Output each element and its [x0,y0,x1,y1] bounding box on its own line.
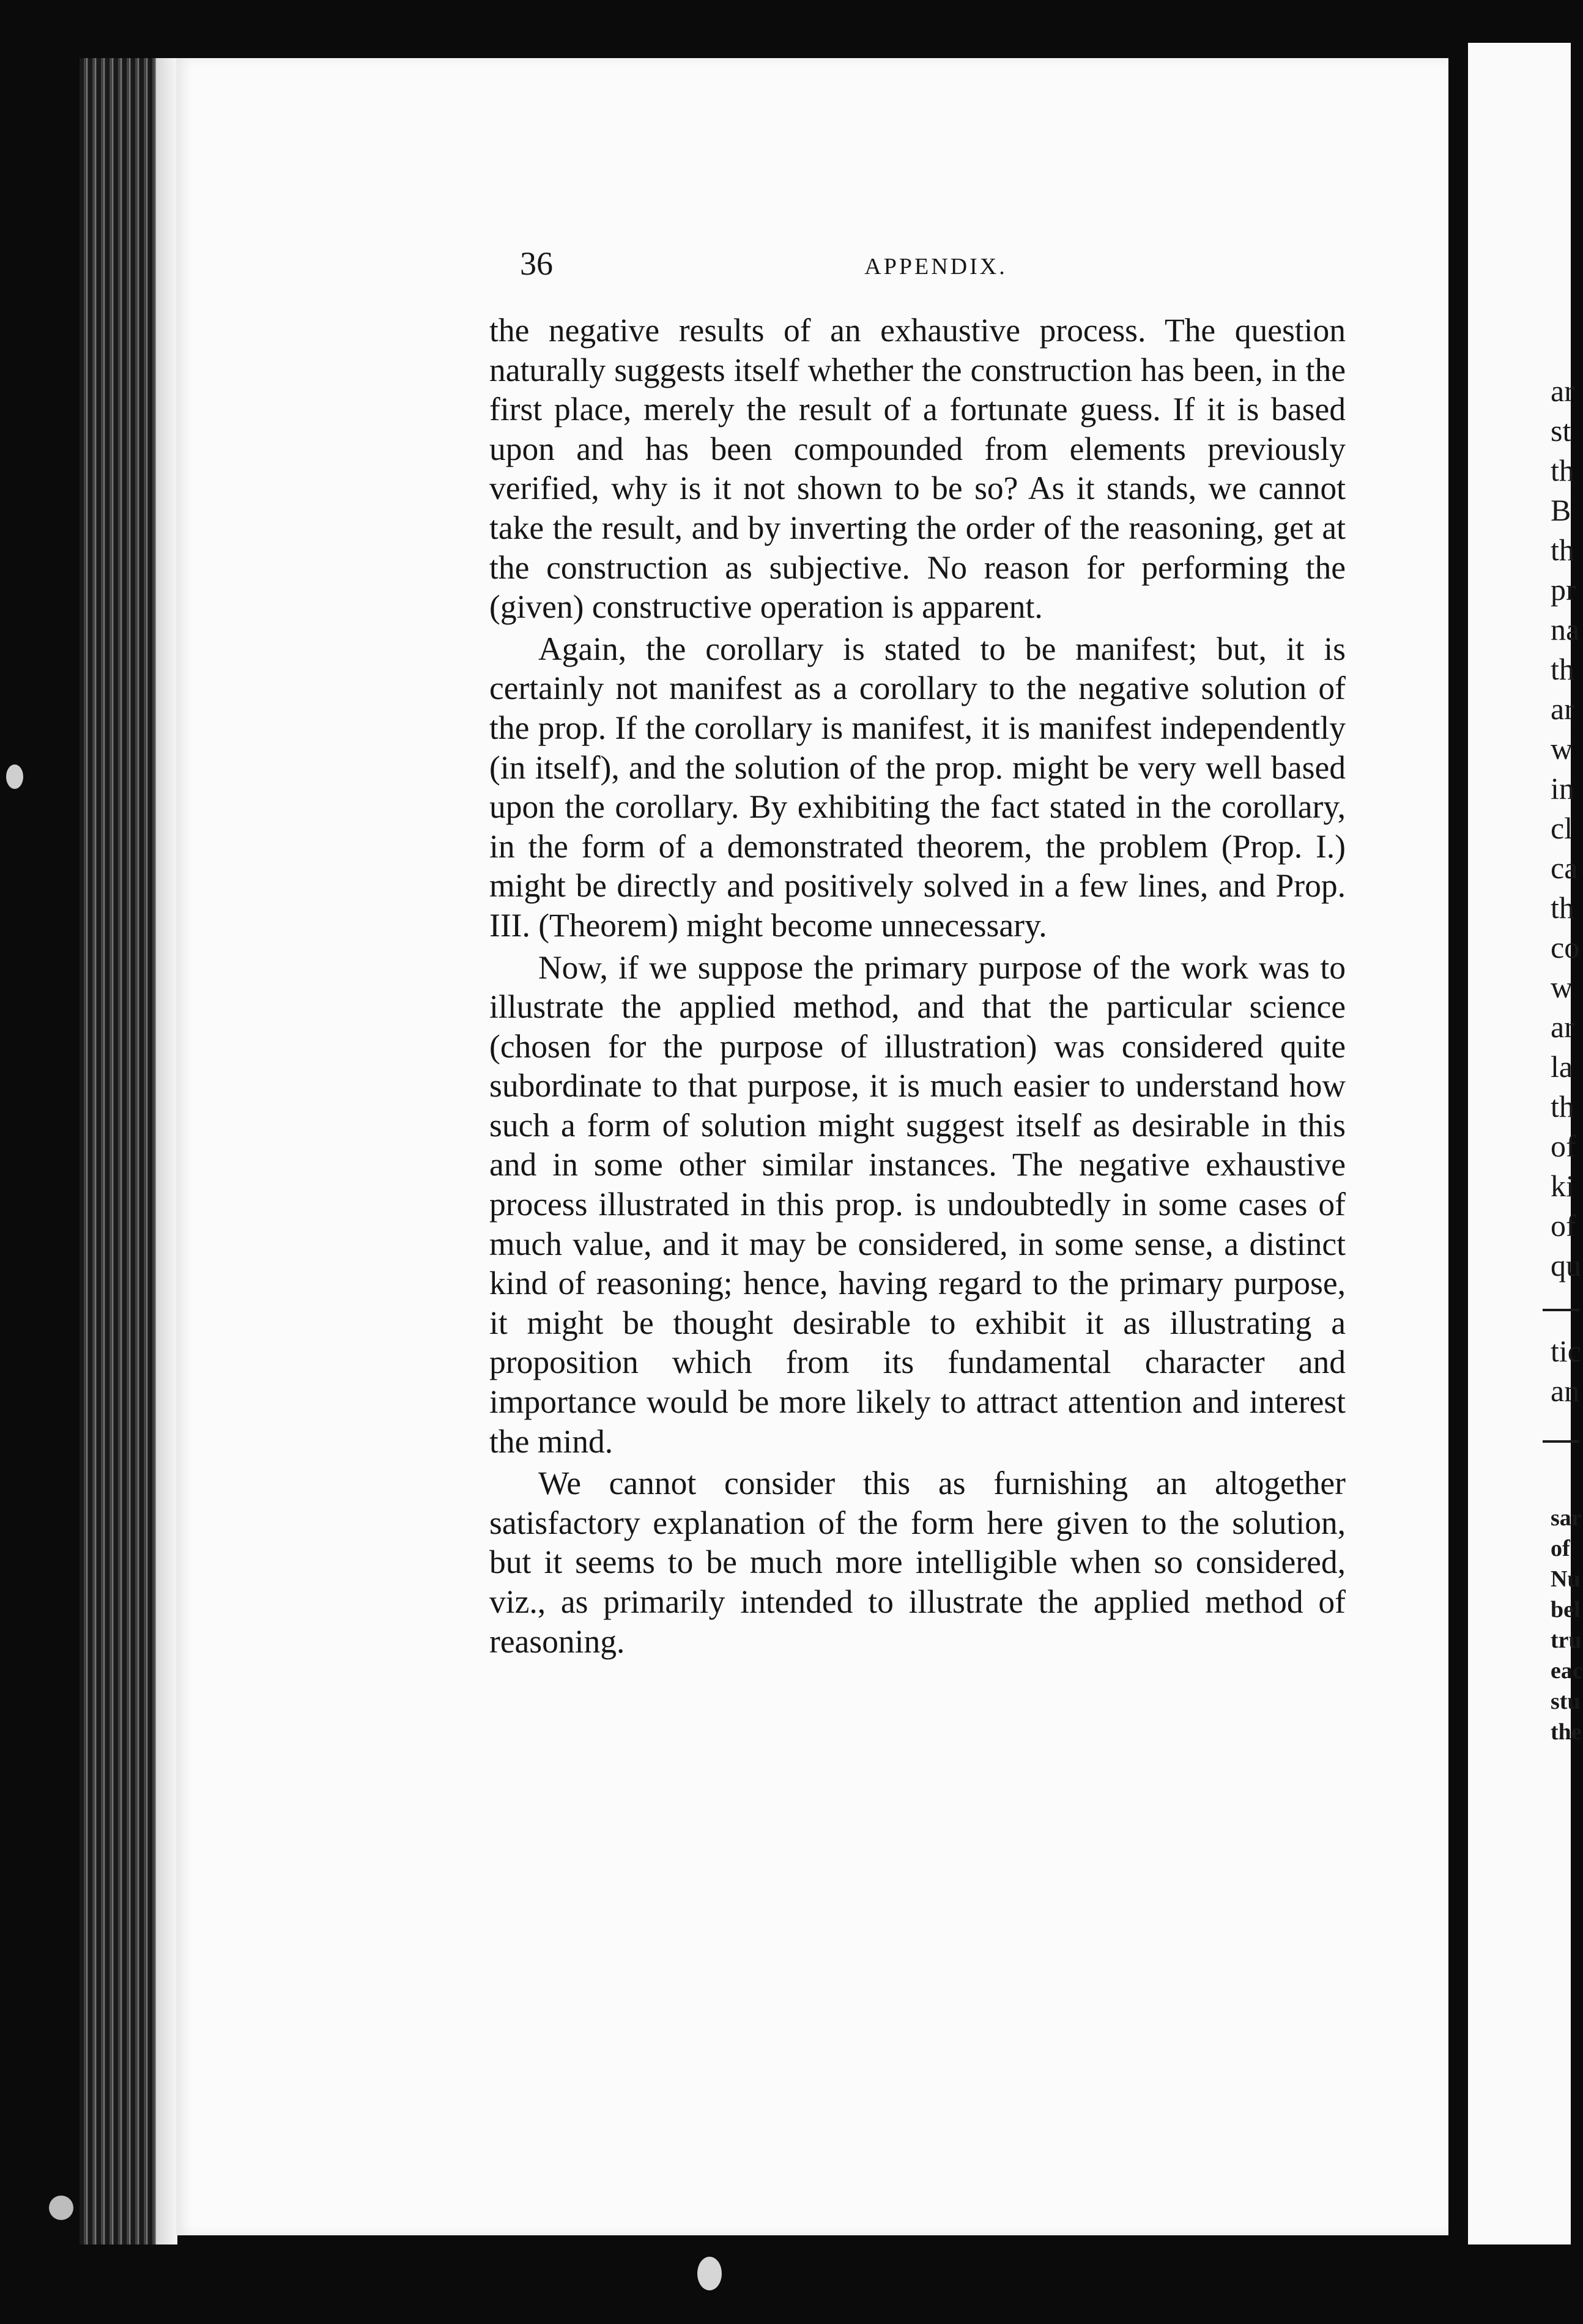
facing-rule [1543,1309,1579,1311]
page-number: 36 [520,245,553,282]
page-header [520,245,1007,287]
facing-fragment: qu [1551,1248,1581,1282]
facing-fragment: eac [1551,1658,1583,1684]
paragraph: the negative results of an exhaustive process. The question naturally suggests itself whether the construction has been, in the first place, merely the result of a fortunate guess. If it is based upon and has been compounded from elements previously verified, why is it not shown to be so? As it stands, we cannot take the result, and by inverting the order of the reasoning, get at the construction as subjective. No reason for performing the (given) constructive operation is apparent. [489,312,1346,626]
facing-fragment: co [1551,930,1580,964]
facing-fragment: th [1551,1089,1574,1123]
facing-fragment: tic [1551,1334,1581,1368]
facing-fragment: w [1551,970,1573,1004]
facing-fragment: sar [1551,1505,1582,1531]
facing-fragment: of [1551,1208,1576,1243]
facing-fragment: ca [1551,851,1578,885]
facing-rule [1543,1440,1579,1443]
scan-speck [6,764,23,789]
paragraph: We cannot consider this as furnishing an altogether satisfactory explanation of the form here given to the solution, but it seems to be much more intelligible when so considered, viz., as primarily intended to illustrate the applied method of reasoning. [489,1465,1346,1660]
page-gutter [156,58,177,2244]
body-text [489,311,1346,1661]
facing-fragment: in [1551,771,1574,805]
running-head: APPENDIX. [864,254,1007,279]
facing-fragment: of [1551,1129,1576,1163]
facing-fragment: cl [1551,811,1573,845]
facing-fragment: bel [1551,1597,1581,1623]
paragraph: Now, if we suppose the primary purpose of the work was to illustrate the applied method, and that the particular science (chosen for the purpose of illustration) was considered quite subordinate to that purpose, it is much easier to understand how such a form of solution might suggest itself as desirable in this and in some other similar instances. The negative exhaustive process illustrated in this prop. is undoubtedly in some cases of much value, and it may be considered, in some sense, a distinct kind of reasoning; hence, having regard to the primary purpose, it might be thought desirable to exhibit it as illustrating a proposition which from its fundamental character and importance would be more likely to attract attention and interest the mind. [489,949,1346,1460]
facing-fragment: of [1551,1536,1570,1561]
facing-fragment: ar [1551,692,1574,726]
facing-fragment: th [1551,533,1574,567]
facing-fragment: stu [1551,1689,1581,1714]
facing-fragment: tru [1551,1627,1582,1653]
facing-fragment: ki [1551,1169,1574,1203]
facing-fragment: st [1551,413,1571,448]
facing-fragment: the [1551,1719,1582,1745]
facing-fragment: th [1551,453,1574,487]
facing-fragment: ar [1551,374,1574,408]
facing-fragment: w [1551,731,1573,766]
facing-fragment: B [1551,493,1571,527]
facing-fragment: la [1551,1049,1573,1084]
facing-fragment: na [1551,612,1580,646]
facing-page-edge [1468,43,1583,2244]
facing-fragment: pr [1551,572,1576,607]
facing-fragment: Nu [1551,1566,1581,1592]
facing-fragment: th [1551,652,1574,686]
scan-speck [697,2257,722,2290]
scan-speck [49,2196,73,2220]
facing-fragment: th [1551,890,1574,925]
paragraph: Again, the corollary is stated to be manifest; but, it is certainly not manifest as a corollary to the negative solution of the prop. If the corollary is manifest, it is manifest independently (in itself), and the solution of the prop. might be very well based upon the corollary. By exhibiting the fact stated in the corollary, in the form of a demonstrated theorem, the problem (Prop. I.) might be directly and positively solved in a few lines, and Prop. III. (Theorem) might become unnecessary. [489,630,1346,944]
facing-fragment: ar [1551,1010,1574,1044]
facing-fragment: an [1551,1374,1580,1408]
